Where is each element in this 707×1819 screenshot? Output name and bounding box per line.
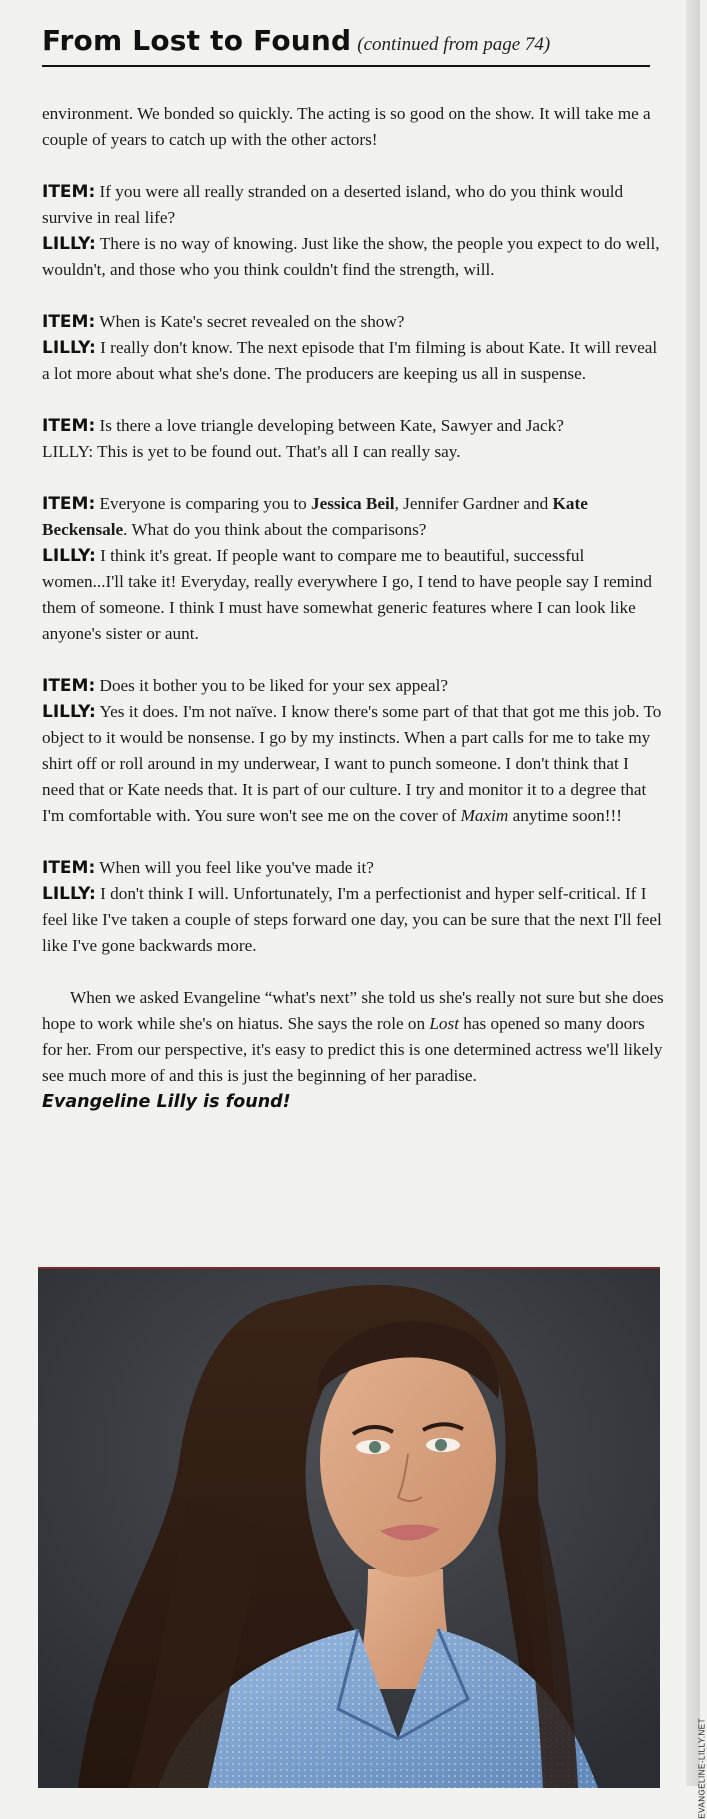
intro-text: environment. We bonded so quickly. The acting is so good on the show. It will take me a couple of years to catch up with the other actors! bbox=[42, 104, 651, 149]
qa-block bbox=[42, 309, 664, 387]
answer-text: There is no way of knowing. Just like the show, the people you expect to do well, wouldn't, and those who you think couldn't find the strength, will. bbox=[42, 234, 660, 279]
signoff: Evangeline Lilly is found! bbox=[42, 1092, 291, 1112]
qa-block bbox=[42, 179, 664, 283]
question-text: , Jennifer Gardner and bbox=[394, 494, 553, 513]
answer bbox=[42, 439, 664, 465]
question bbox=[42, 855, 664, 881]
question bbox=[42, 309, 664, 335]
closing-paragraph bbox=[42, 985, 664, 1089]
question bbox=[42, 179, 664, 231]
question-text: Does it bother you to be liked for your sex appeal? bbox=[95, 676, 448, 695]
question-speaker: ITEM: bbox=[42, 858, 96, 878]
answer-speaker: LILLY: bbox=[42, 442, 94, 461]
question bbox=[42, 413, 664, 439]
question-speaker: ITEM: bbox=[42, 494, 96, 514]
answer-text: I really don't know. The next episode that I'm filming is about Kate. It will reveal a lot more about what she's done. The producers are keeping us all in suspense. bbox=[42, 338, 658, 383]
article-body bbox=[42, 101, 664, 1115]
question-speaker: ITEM: bbox=[42, 312, 96, 332]
question-text: Everyone is comparing you to bbox=[95, 494, 312, 513]
question-speaker: ITEM: bbox=[42, 676, 96, 696]
answer bbox=[42, 231, 664, 283]
answer-text: I think it's great. If people want to compare me to beautiful, successful women...I'll take it! Everyday, really everywhere I go, I tend to have people say I remind them of someone. I think I must have somewhat generic features where I can look like anyone's sister or aunt. bbox=[42, 546, 652, 643]
show-name: Lost bbox=[429, 1014, 459, 1033]
answer-speaker: LILLY: bbox=[42, 546, 96, 566]
page-edge bbox=[686, 0, 700, 1786]
question-text: When is Kate's secret revealed on the show? bbox=[95, 312, 405, 331]
watermark-text: EVANGELINE-LILLY.NET bbox=[698, 1718, 707, 1819]
answer-text: I don't think I will. Unfortunately, I'm a perfectionist and hyper self-critical. If I feel like I've taken a couple of steps forward one day, you can be sure that the next I'll feel like I've gone backwards more. bbox=[42, 884, 662, 955]
portrait-photo bbox=[38, 1267, 660, 1788]
answer-speaker: LILLY: bbox=[42, 884, 96, 904]
answer-speaker: LILLY: bbox=[42, 338, 96, 358]
question-text: When will you feel like you've made it? bbox=[95, 858, 374, 877]
answer-text: This is yet to be found out. That's all I can really say. bbox=[93, 442, 461, 461]
qa-block bbox=[42, 491, 664, 647]
name-kate-beckensale: Kate Beckensale bbox=[42, 494, 588, 539]
closing-text: When we asked Evangeline “what's next” she told us she's really not sure but she does hope to work while she's on hiatus. She says the role on bbox=[42, 988, 664, 1033]
continued-note: (continued from page 74) bbox=[357, 34, 551, 55]
qa-block bbox=[42, 413, 664, 465]
qa-block bbox=[42, 855, 664, 959]
question bbox=[42, 491, 664, 543]
question-text: . What do you think about the comparisons? bbox=[123, 520, 427, 539]
qa-block bbox=[42, 673, 664, 829]
article-title: From Lost to Found bbox=[42, 24, 352, 57]
article-header bbox=[42, 24, 650, 67]
question-speaker: ITEM: bbox=[42, 182, 96, 202]
answer-text: anytime soon!!! bbox=[508, 806, 622, 825]
answer bbox=[42, 699, 664, 829]
answer-speaker: LILLY: bbox=[42, 702, 96, 722]
magazine-name: Maxim bbox=[460, 806, 509, 825]
closing-text: has opened so many doors for her. From our perspective, it's easy to predict this is one determined actress we'll likely see much more of and this is just the beginning of her paradise. bbox=[42, 1014, 663, 1085]
answer bbox=[42, 335, 664, 387]
question bbox=[42, 673, 664, 699]
question-speaker: ITEM: bbox=[42, 416, 96, 436]
answer-text: Yes it does. I'm not naïve. I know there's some part of that that got me this job. To object to it would be nonsense. I go by my instincts. When a part calls for me to take my shirt off or roll around in my underwear, I want to punch someone. I don't think that I need that or Kate needs that. It is part of our culture. I try and monitor it to a degree that I'm comfortable with. You sure won't see me on the cover of bbox=[42, 702, 662, 825]
answer-speaker: LILLY: bbox=[42, 234, 96, 254]
question-text: Is there a love triangle developing between Kate, Sawyer and Jack? bbox=[95, 416, 564, 435]
intro-paragraph bbox=[42, 101, 664, 153]
portrait-illustration bbox=[38, 1269, 660, 1788]
question-text: If you were all really stranded on a deserted island, who do you think would survive in real life? bbox=[42, 182, 624, 227]
answer bbox=[42, 881, 664, 959]
name-jessica-beil: Jessica Beil bbox=[311, 494, 395, 513]
answer bbox=[42, 543, 664, 647]
